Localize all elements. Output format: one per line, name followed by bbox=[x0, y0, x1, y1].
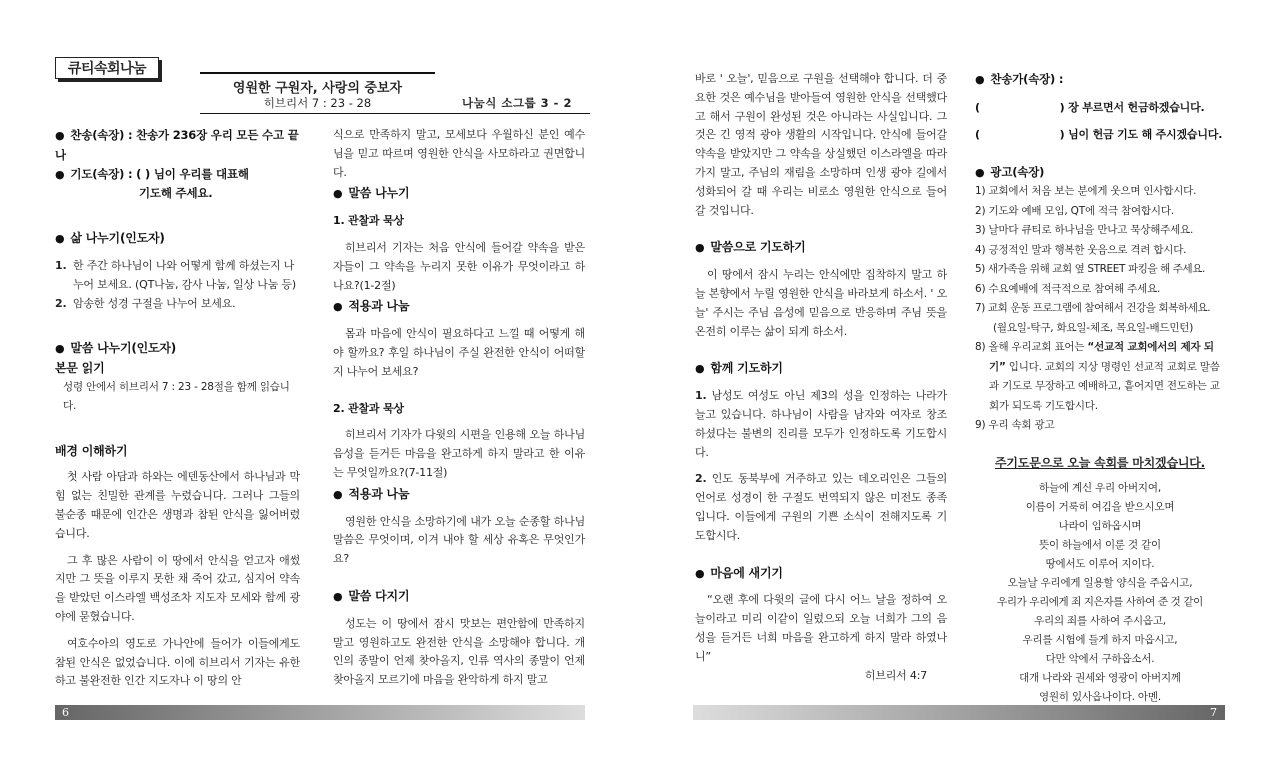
observe-2-text: 히브리서 기자가 다윗의 시편을 인용해 오늘 하나님 음성을 듣거든 마음을 완고하게 하지 말라고 한 이유는 무엇일까요?(7-11절) bbox=[333, 428, 585, 479]
apply-1-heading: ● 적용과 나눔 bbox=[333, 297, 585, 317]
reading-text: 성령 안에서 히브리서 7 : 23 - 28절을 함께 읽습니다. bbox=[63, 380, 290, 412]
offering-hymn-line: ( ) 장 부르면서 헌금하겠습니다. bbox=[975, 100, 1205, 114]
hymn-line: ● 찬송(속장) : 찬송가 236장 우리 모든 수고 끝나 bbox=[55, 126, 300, 165]
together-item-1-num: 1. bbox=[695, 389, 707, 403]
announcement-8-motto: “선교적 교회에서의 제자 되기” bbox=[989, 341, 1214, 373]
announcement-2: 2) 기도와 예배 모임, QT에 적극 참여합시다. bbox=[975, 204, 1174, 217]
together-item-2-text: 인도 동북부에 거주하고 있는 데오리인은 그들의 언어로 성경이 한 구절도 번역되지 않은 미전도 종족입니다. 이들에게 구원의 기쁜 소식이 전해지도록 기도합시다. bbox=[695, 472, 947, 542]
together-item-1-text: 남성도 여성도 아닌 제3의 성을 인정하는 나라가 늘고 있습니다. 하나님이 사람을 남자와 여자로 창조하셨다는 불변의 진리를 모두가 인정하도록 기도합시다. bbox=[695, 389, 948, 459]
prayer-line: 나라이 임하옵시며 bbox=[1058, 520, 1142, 532]
prayer-line: 이름이 거룩히 여김을 받으시오며 bbox=[1025, 501, 1175, 513]
announcement-6: 6) 수요예배에 적극적으로 참여해 주세요. bbox=[975, 282, 1161, 295]
prayer-line: 우리를 시험에 들게 하지 마옵시고, bbox=[1022, 634, 1178, 646]
prayer-line: 오늘날 우리에게 일용할 양식을 주옵시고, bbox=[1007, 577, 1193, 589]
announcement-5: 5) 새가족을 위해 교회 옆 STREET 파킹을 해 주세요. bbox=[975, 263, 1205, 275]
page-number-left: 6 bbox=[62, 706, 69, 719]
announcement-8-prefix: 8) 올해 우리교회 표어는 bbox=[975, 341, 1088, 353]
prayer-line-2: 기도해 주세요. bbox=[139, 186, 213, 201]
memory-verse-ref: 히브리서 4:7 bbox=[864, 668, 927, 682]
announcements-heading: ● 광고(속장) bbox=[975, 163, 1225, 183]
column-2 bbox=[333, 126, 585, 690]
prayer-line: ● 기도(속장) : ( ) 님이 우리를 대표해 bbox=[55, 165, 300, 185]
offering-prayer-line: ( ) 님이 헌금 기도 해 주시겠습니다. bbox=[975, 128, 1223, 141]
together-item-2-num: 2. bbox=[695, 472, 707, 486]
apply-1-text: 몸과 마음에 안식이 필요하다고 느낄 때 어떻게 해야 할까요? 후일 하나님이 주실 완전한 안식이 어떠할지 나누어 보세요? bbox=[333, 327, 585, 378]
memory-verse: “오랜 후에 다윗의 글에 다시 어느 날을 정하여 오늘이라고 미리 이같이 일렀으되 오늘 너희가 그의 음성을 듣거든 너희 마음을 완고하게 하지 말라 하였나니” bbox=[695, 593, 947, 663]
together-item-1 bbox=[695, 387, 947, 462]
title-rule-bottom bbox=[200, 113, 590, 114]
closing-heading: 주기도문으로 오늘 속회를 마치겠습니다. bbox=[995, 455, 1205, 470]
pray-heading: ● 말씀으로 기도하기 bbox=[695, 238, 947, 258]
life-item-1-text: 한 주간 하나님이 나와 어떻게 함께 하셨는지 나누어 보세요. (QT나눔, 감사 나눔, 일상 나눔 등) bbox=[73, 258, 296, 291]
prayer-line: 대개 나라와 권세와 영광이 아버지께 bbox=[1019, 672, 1181, 684]
footer-bar-left bbox=[55, 705, 585, 720]
logo: 큐티속회나눔 bbox=[55, 57, 159, 79]
prayer-line: 우리의 죄를 사하여 주시옵고, bbox=[1034, 615, 1166, 627]
page-subtitle: 히브리서 7 : 23 - 28 bbox=[263, 96, 372, 110]
announcement-1: 1) 교회에서 처음 보는 분에게 웃으며 인사합시다. bbox=[975, 185, 1197, 197]
prayer-line: 영원히 있사옵나이다. 아멘. bbox=[1039, 691, 1161, 703]
column-1 bbox=[55, 126, 300, 691]
prayer-line: 뜻이 하늘에서 이룬 것 같이 bbox=[1039, 539, 1161, 551]
background-paragraph-1: 첫 사람 아담과 하와는 에덴동산에서 하나님과 막힘 없는 친밀한 관계를 누렸습니다. 그러나 그들의 불순종 때문에 인간은 생명과 참된 안식을 잃어버렸습니다. bbox=[55, 470, 300, 540]
word-sharing-heading: ● 말씀 나누기(인도자) bbox=[55, 339, 300, 359]
announcement-9: 9) 우리 속회 광고 bbox=[975, 419, 1055, 431]
observe-2-heading: 2. 관찰과 묵상 bbox=[333, 401, 404, 415]
prayer-line: 다만 악에서 구하옵소서. bbox=[1045, 653, 1155, 665]
background-paragraph-2: 그 후 많은 사람이 이 땅에서 안식을 얻고자 애썼지만 그 뜻을 이루지 못한 채 죽어 갔고, 심지어 약속을 받았던 이스라엘 백성조차 지도자 모세와 함께 광야에 묻혔습니다. bbox=[55, 553, 300, 623]
prayer-line: 우리가 우리에게 죄 지은자를 사하여 준 것 같이 bbox=[997, 596, 1203, 608]
life-item-2-text: 암송한 성경 구절을 나누어 보세요. bbox=[73, 296, 236, 310]
prayer-line: 땅에서도 이루어 지이다. bbox=[1045, 558, 1155, 570]
footer-bar-right bbox=[693, 705, 1225, 720]
life-item-2-num: 2. bbox=[55, 296, 67, 310]
pray-text: 이 땅에서 잠시 누리는 안식에만 집착하지 말고 하늘 본향에서 누릴 영원한 안식을 바라보게 하소서. ' 오늘' 주시는 주님 음성에 믿음으로 반응하며 주님 뜻을 온전히 이루는 삶이 되게 하소서. bbox=[695, 268, 947, 338]
prayer-line: 하늘에 계신 우리 아버지여, bbox=[1039, 482, 1161, 494]
observe-1-text: 히브리서 기자는 처음 안식에 들어갈 약속을 받은 자들이 그 약속을 누리지 못한 이유가 무엇이라고 하나요?(1-2절) bbox=[333, 240, 585, 292]
together-heading: ● 함께 기도하기 bbox=[695, 359, 947, 379]
announcement-4: 4) 긍정적인 말과 행복한 웃음으로 격려 합시다. bbox=[975, 243, 1187, 256]
life-item-1-num: 1. bbox=[55, 258, 67, 272]
page-number-right: 7 bbox=[1210, 706, 1217, 719]
announcement-7: 7) 교회 운동 프로그램에 참여해서 건강을 회복하세요. bbox=[975, 302, 1211, 314]
life-item-2 bbox=[55, 295, 300, 314]
lords-prayer bbox=[975, 479, 1225, 707]
background-heading: 배경 이해하기 bbox=[55, 443, 128, 458]
offering-hymn-heading: ● 찬송가(속장) : bbox=[975, 70, 1225, 90]
reading-heading: 본문 읽기 bbox=[55, 361, 105, 376]
life-item-1 bbox=[55, 257, 300, 295]
announcement-8 bbox=[975, 338, 1225, 416]
column-3 bbox=[695, 70, 947, 685]
background-paragraph-3: 여호수아의 영도로 가나안에 들어가 이들에게도 참된 안식은 없었습니다. 이에 히브리서 기자는 유한하고 불완전한 인간 지도자나 이 땅의 안 bbox=[55, 636, 300, 688]
resolve-continued: 바로 ' 오늘', 믿음으로 구원을 선택해야 합니다. 더 중요한 것은 예수님을 받아들여 영원한 안식을 선택했다고 해서 구원이 완성된 것은 아니라는 사실입니다. 그것은 긴 영적 광야 생활의 시작입니다. 안식에 들어갈 약속을 받았지만 그 약속을 상실했던 이스라엘을 따라가지 말고, 주님의 재림을 소망하며 인생 광야 길에서 성화되어 갈 때 우리는 비로소 영원한 안식으로 들어갈 것입니다. bbox=[695, 72, 947, 217]
life-sharing-heading: ● 삶 나누기(인도자) bbox=[55, 229, 300, 249]
announcement-8-text: 입니다. 교회의 지상 명령인 선교적 교회로 말씀과 기도로 무장하고 예배하고, 흩어지면 전도하는 교회가 되도록 기도합시다. bbox=[989, 360, 1220, 412]
observe-1-heading: 1. 관찰과 묵상 bbox=[333, 214, 404, 228]
announcement-3: 3) 날마다 큐티로 하나님을 만나고 묵상해주세요. bbox=[975, 224, 1194, 236]
page-title: 영원한 구원자, 사랑의 중보자 bbox=[232, 81, 403, 96]
column-4 bbox=[975, 70, 1225, 707]
title-rule-top bbox=[200, 72, 435, 74]
resolve-heading: ● 말씀 다지기 bbox=[333, 587, 585, 607]
background-continued: 식으로 만족하지 말고, 모세보다 우월하신 분인 예수님을 믿고 따르며 영원한 안식을 사모하라고 권면합니다. bbox=[333, 128, 585, 179]
heart-heading: ● 마음에 새기기 bbox=[695, 564, 947, 584]
group-label: 나눔식 소그룹 3 - 2 bbox=[462, 96, 572, 110]
apply-2-heading: ● 적용과 나눔 bbox=[333, 485, 585, 505]
together-item-2 bbox=[695, 470, 947, 545]
apply-2-text: 영원한 안식을 소망하기에 내가 오늘 순종할 하나님 말씀은 무엇이며, 이겨 내야 할 세상 유혹은 무엇인가요? bbox=[333, 514, 585, 566]
resolve-text: 성도는 이 땅에서 잠시 맛보는 편안함에 만족하지 말고 영원하고도 완전한 안식을 소망해야 합니다. 개인의 종말이 언제 찾아올지, 인류 역사의 종말이 언제 찾아올지 모르기에 마음을 완악하게 하지 말고 bbox=[333, 616, 585, 687]
share-heading: ● 말씀 나누기 bbox=[333, 184, 585, 204]
announcement-7-detail: (월요일-탁구, 화요일-체조, 목요일-배드민턴) bbox=[993, 321, 1194, 334]
